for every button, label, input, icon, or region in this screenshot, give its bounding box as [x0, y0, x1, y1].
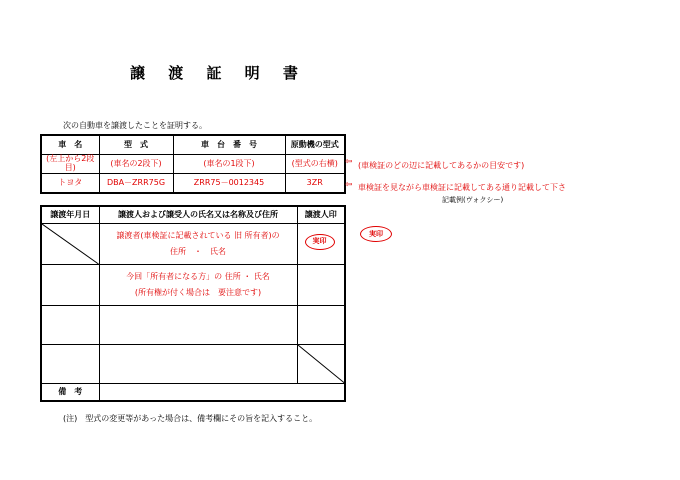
value-model: DBA－ZRR75G [99, 174, 173, 194]
seal-stamp-example: 実印 [360, 226, 392, 242]
vehicle-table [40, 134, 346, 194]
transferor-address-text: 住所 ・ 氏名 [170, 247, 226, 256]
transferor-cell [99, 224, 297, 265]
header-car-name: 車 名 [41, 135, 99, 155]
header-model: 型 式 [99, 135, 173, 155]
transferor-seal-cell [297, 224, 345, 265]
ownership-note: (所有権が付く場合は 要注意です) [134, 288, 262, 297]
transferee-date-cell [41, 265, 99, 306]
transferee-text: 今回「所有者になる方」の 住所 ・ 氏名 [126, 272, 270, 281]
remarks-label: 備 考 [41, 384, 99, 402]
transferor-owner-text: 譲渡者(車検証に記載されている 旧 所有者)の [116, 231, 280, 240]
blank-parties-cell-2 [99, 345, 297, 384]
header-seal: 譲渡人印 [297, 206, 345, 224]
value-engine-model: 3ZR [285, 174, 345, 194]
seal-stamp: 実印 [305, 234, 335, 250]
header-parties: 譲渡人および譲受人の氏名又は名称及び住所 [99, 206, 297, 224]
transferee-seal-cell [297, 265, 345, 306]
header-transfer-date: 譲渡年月日 [41, 206, 99, 224]
page-title: 譲 渡 証 明 書 [130, 64, 307, 82]
blank-seal-cell [297, 306, 345, 345]
annotation-line1: (車検証のどの辺に記載してあるかの目安です) [358, 161, 525, 170]
hint-model: (車名の2段下) [99, 155, 173, 174]
intro-text: 次の自動車を譲渡したことを証明する。 [63, 121, 207, 130]
transfer-table [40, 205, 346, 402]
header-chassis-number: 車 台 番 号 [173, 135, 285, 155]
hint-engine-model: (型式の右横) [285, 155, 345, 174]
header-engine-model: 原動機の型式 [285, 135, 345, 155]
diagonal-cell [41, 224, 99, 265]
hint-car-name: (左上から2段目) [41, 155, 99, 174]
footer-note: (注) 型式の変更等があった場合は、備考欄にその旨を記入すること。 [63, 414, 318, 423]
diagonal-seal-cell [297, 345, 345, 384]
blank-date-cell-2 [41, 345, 99, 384]
arrow-left-icon: ⇦ [345, 180, 353, 190]
value-car-name: トヨタ [41, 174, 99, 194]
arrow-left-icon: ⇦ [345, 157, 353, 167]
transferee-cell [99, 265, 297, 306]
remarks-cell [99, 384, 345, 402]
blank-date-cell [41, 306, 99, 345]
annotation-line2: 車検証を見ながら車検証に記載してある通り記載して下さ [358, 183, 566, 192]
hint-chassis-number: (車名の1段下) [173, 155, 285, 174]
blank-parties-cell [99, 306, 297, 345]
value-chassis-number: ZRR75－0012345 [173, 174, 285, 194]
annotation-line3: 記載例(ヴォクシー) [442, 196, 504, 204]
